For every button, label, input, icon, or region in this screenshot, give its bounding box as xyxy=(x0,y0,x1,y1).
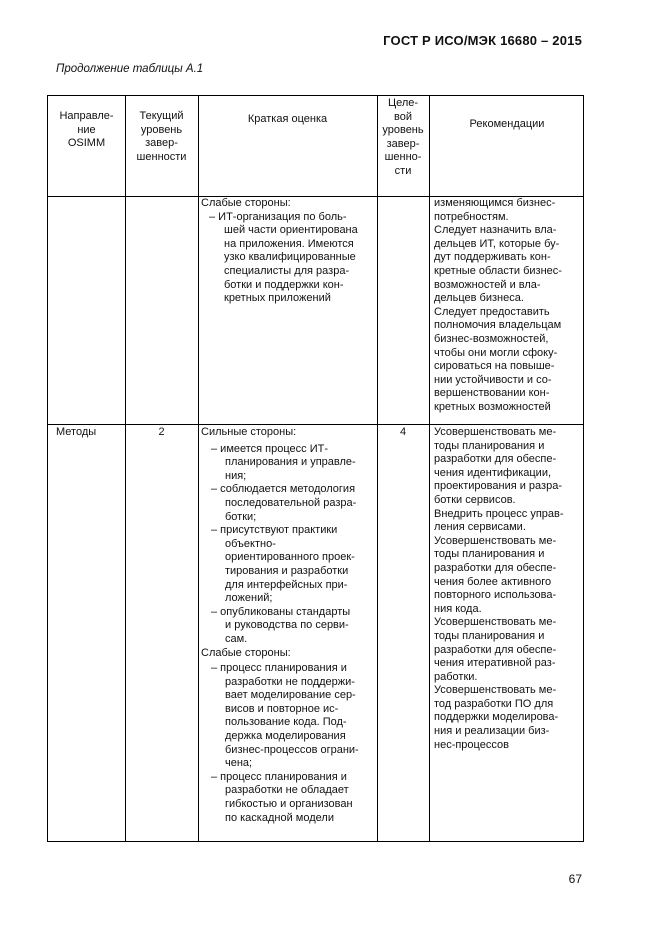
recommendation-item: Следует назначить вла- дельцев ИТ, которые бу- дут поддерживать кон- кретные области бизнес- возможностей и вла- дельцев бизнеса. xyxy=(434,224,562,305)
header-current-level: Текущий уровень завер- шенности xyxy=(136,110,187,163)
row-divider xyxy=(48,424,583,425)
row2-target-level: 4 xyxy=(399,426,407,438)
header-assessment: Краткая оценка xyxy=(247,113,328,125)
column-divider xyxy=(198,96,199,841)
weakness-item: – процесс планирования и разработки не обладает гибкостью и организован по каскадной модели xyxy=(211,770,353,824)
column-divider xyxy=(125,96,126,841)
row2-recommendations xyxy=(434,426,584,752)
recommendation-item: Внедрить процесс управ- ления сервисами. xyxy=(434,507,564,534)
table-caption: Продолжение таблицы А.1 xyxy=(56,63,204,75)
strength-item: – соблюдается методология последовательной разра- ботки; xyxy=(211,483,357,523)
row2-current-level: 2 xyxy=(158,426,165,438)
assessment-table xyxy=(47,95,584,842)
row2-direction: Методы xyxy=(56,426,97,438)
row1-recommendations xyxy=(434,197,584,415)
recommendation-item: Усовершенствовать ме- тоды планирования и разработки для обеспе- чения более активного повторного использова- ния кода. xyxy=(434,534,557,615)
header-target-level: Целе- вой уровень завер- шенно- сти xyxy=(382,97,424,177)
recommendation-item: Усовершенствовать ме- тод разработки ПО для поддержки моделирова- ния и реализации биз- нес-процессов xyxy=(434,684,559,751)
header-recommendations: Рекомендации xyxy=(469,118,545,130)
document-header: ГОСТ Р ИСО/МЭК 16680 – 2015 xyxy=(383,33,582,48)
row2-assessment xyxy=(201,426,377,825)
recommendation-item: Усовершенствовать ме- тоды планирования и разработки для обеспе- чения идентификации, проектирования и разра- ботки сервисов. xyxy=(434,426,562,506)
weaknesses-heading: Слабые стороны: xyxy=(201,646,291,659)
strength-item: – опубликованы стандарты и руководства по серви- сам. xyxy=(211,605,351,645)
strength-item: – имеется процесс ИТ- планирования и управле- ния; xyxy=(211,442,356,482)
header-direction: Направле- ние OSIMM xyxy=(59,110,114,150)
weakness-item: – процесс планирования и разработки не поддержи- вает моделирование сер- висов и повторное ис- пользование кода. Под- держка моделирования бизнес-процессов ограни- чена; xyxy=(211,662,359,770)
recommendation-item: Усовершенствовать ме- тоды планирования и разработки для обеспе- чения итеративной раз- работки. xyxy=(434,616,557,683)
row1-assessment xyxy=(201,197,377,306)
strengths-heading: Сильные стороны: xyxy=(201,426,297,438)
recommendation-item: Следует предоставить полномочия владельцам бизнес-возможностей, чтобы они могли сфоку- сироваться на повыше- нии устойчивости и со- вершенствовании кон- кретных возможностей xyxy=(434,305,562,413)
weaknesses-heading: Слабые стороны: xyxy=(201,197,291,209)
weakness-item: – ИТ-организация по боль- шей части ориентирована на приложения. Имеются узко квалифицированные специалисты для разра- ботки и поддержки кон- кретных приложений xyxy=(209,210,358,305)
column-divider xyxy=(377,96,378,841)
page-number: 67 xyxy=(568,872,582,886)
strength-item: – присутствуют практики объектно- ориентированного проек- тирования и разработки для интерфейсных при- ложений; xyxy=(211,524,355,605)
recommendation-item: изменяющимся бизнес- потребностям. xyxy=(434,197,556,223)
column-divider xyxy=(429,96,430,841)
